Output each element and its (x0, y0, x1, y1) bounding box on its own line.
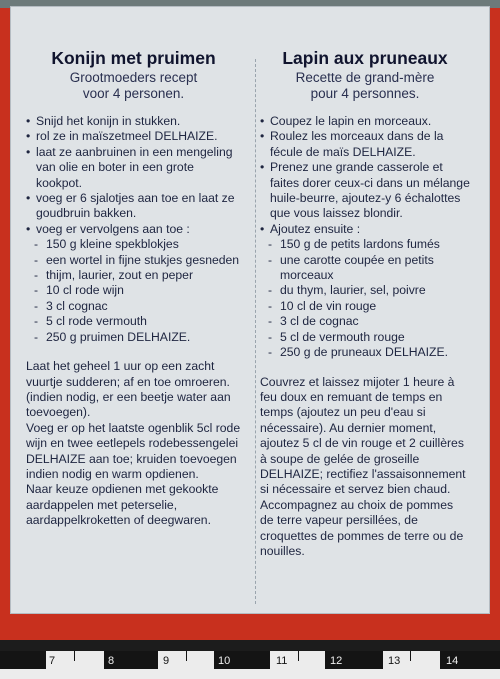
french-recipe-subtitle-1: Recette de grand-mère (295, 70, 435, 85)
ruler-tick (74, 651, 75, 661)
dutch-step: • Snijd het konijn in stukken. (26, 114, 241, 129)
french-ingredient: - 5 cl de vermouth rouge (268, 330, 470, 345)
dutch-ingredients-list (26, 237, 241, 345)
french-recipe-title: Lapin aux pruneaux (282, 48, 448, 68)
french-ingredient: - 3 cl de cognac (268, 314, 470, 329)
ruler-number: 12 (330, 655, 343, 667)
ruler-segment (0, 651, 46, 669)
french-step: • Ajoutez ensuite : (260, 222, 470, 237)
dutch-ingredient: - 10 cl rode wijn (34, 283, 241, 298)
dutch-ingredient: - 250 g pruimen DELHAIZE. (34, 330, 241, 345)
french-ingredient: - du thym, laurier, sel, poivre (268, 283, 470, 298)
ruler-tick (298, 651, 299, 661)
dutch-ingredient: - thijm, laurier, zout en peper (34, 268, 241, 283)
column-divider (255, 59, 256, 604)
dutch-ingredient: - een wortel in fijne stukjes gesneden (34, 253, 241, 268)
french-step: • Prenez une grande casserole et faites dorer ceux-ci dans un mélange huile-beurre, ajoutez-y 6 échalottes que vous laissez blondir. (260, 160, 470, 222)
french-steps-list (260, 114, 470, 237)
ruler-tick (410, 651, 411, 661)
dutch-ingredient: - 3 cl cognac (34, 299, 241, 314)
ruler-number: 9 (163, 655, 170, 667)
french-recipe-column (260, 48, 470, 559)
ruler-number: 14 (446, 655, 459, 667)
french-ingredient: - 250 g de pruneaux DELHAIZE. (268, 345, 470, 360)
french-recipe-subtitle-2: pour 4 personnes. (310, 86, 420, 101)
dutch-instruction-text: Voeg er op het laatste ogenblik 5cl rode wijn en twee eetlepels rodebessengelei DELHAIZE aan toe; kruiden toevoegen indien nodig en warm opdienen. (26, 420, 241, 481)
ruler-number: 8 (108, 655, 115, 667)
dutch-step: • rol ze in maïszetmeel DELHAIZE. (26, 129, 241, 144)
dutch-instruction-text: Laat het geheel 1 uur op een zacht vuurtje sudderen; af en toe omroeren. (indien nodig, er een beetje water aan toevoegen). (26, 359, 231, 420)
ruler-tick (186, 651, 187, 661)
french-ingredients-list (260, 237, 470, 360)
ruler-number: 7 (49, 655, 56, 667)
dutch-recipe-subtitle-2: voor 4 personen. (82, 86, 185, 101)
french-ingredient: - une carotte coupée en petits morceaux (268, 253, 470, 284)
french-instruction-text: Couvrez et laissez mijoter 1 heure à feu doux en remuant de temps en temps (ajoutez un peu d'eau si nécessaire). Au dernier moment, ajoutez 5 cl de vin rouge et 2 cuillères à soupe de gelée de groseille DELHAIZE; rectifiez l'assaisonnement si nécessaire et servez bien chaud. Accompagnez au choix de pommes de terre vapeur persillées, de croquettes de pommes de terre ou de nouilles. (260, 374, 466, 558)
french-instructions (260, 375, 470, 560)
dutch-ingredient: - 150 g kleine spekblokjes (34, 237, 241, 252)
french-step: • Roulez les morceaux dans de la fécule de maïs DELHAIZE. (260, 129, 470, 160)
ruler-number: 11 (276, 655, 288, 667)
dutch-recipe-column (26, 48, 241, 529)
ruler-number: 10 (218, 655, 231, 667)
dutch-instruction-text: Naar keuze opdienen met gekookte aardappelen met peterselie, aardappelkroketten of deegwaren. (26, 482, 219, 528)
french-ingredient: - 150 g de petits lardons fumés (268, 237, 470, 252)
dutch-step: • voeg er vervolgens aan toe : (26, 222, 241, 237)
ruler-number: 13 (388, 655, 401, 667)
dutch-step: • laat ze aanbruinen in een mengeling van olie en boter in een grote kookpot. (26, 145, 241, 191)
dutch-steps-list (26, 114, 241, 237)
french-ingredient: - 10 cl de vin rouge (268, 299, 470, 314)
dutch-recipe-subtitle-1: Grootmoeders recept (69, 70, 198, 85)
dutch-step: • voeg er 6 sjalotjes aan toe en laat ze goudbruin bakken. (26, 191, 241, 222)
dutch-instructions (26, 359, 241, 528)
measuring-ruler (0, 651, 500, 679)
french-step: • Coupez le lapin en morceaux. (260, 114, 470, 129)
dutch-recipe-title: Konijn met pruimen (51, 48, 216, 68)
dutch-ingredient: - 5 cl rode vermouth (34, 314, 241, 329)
